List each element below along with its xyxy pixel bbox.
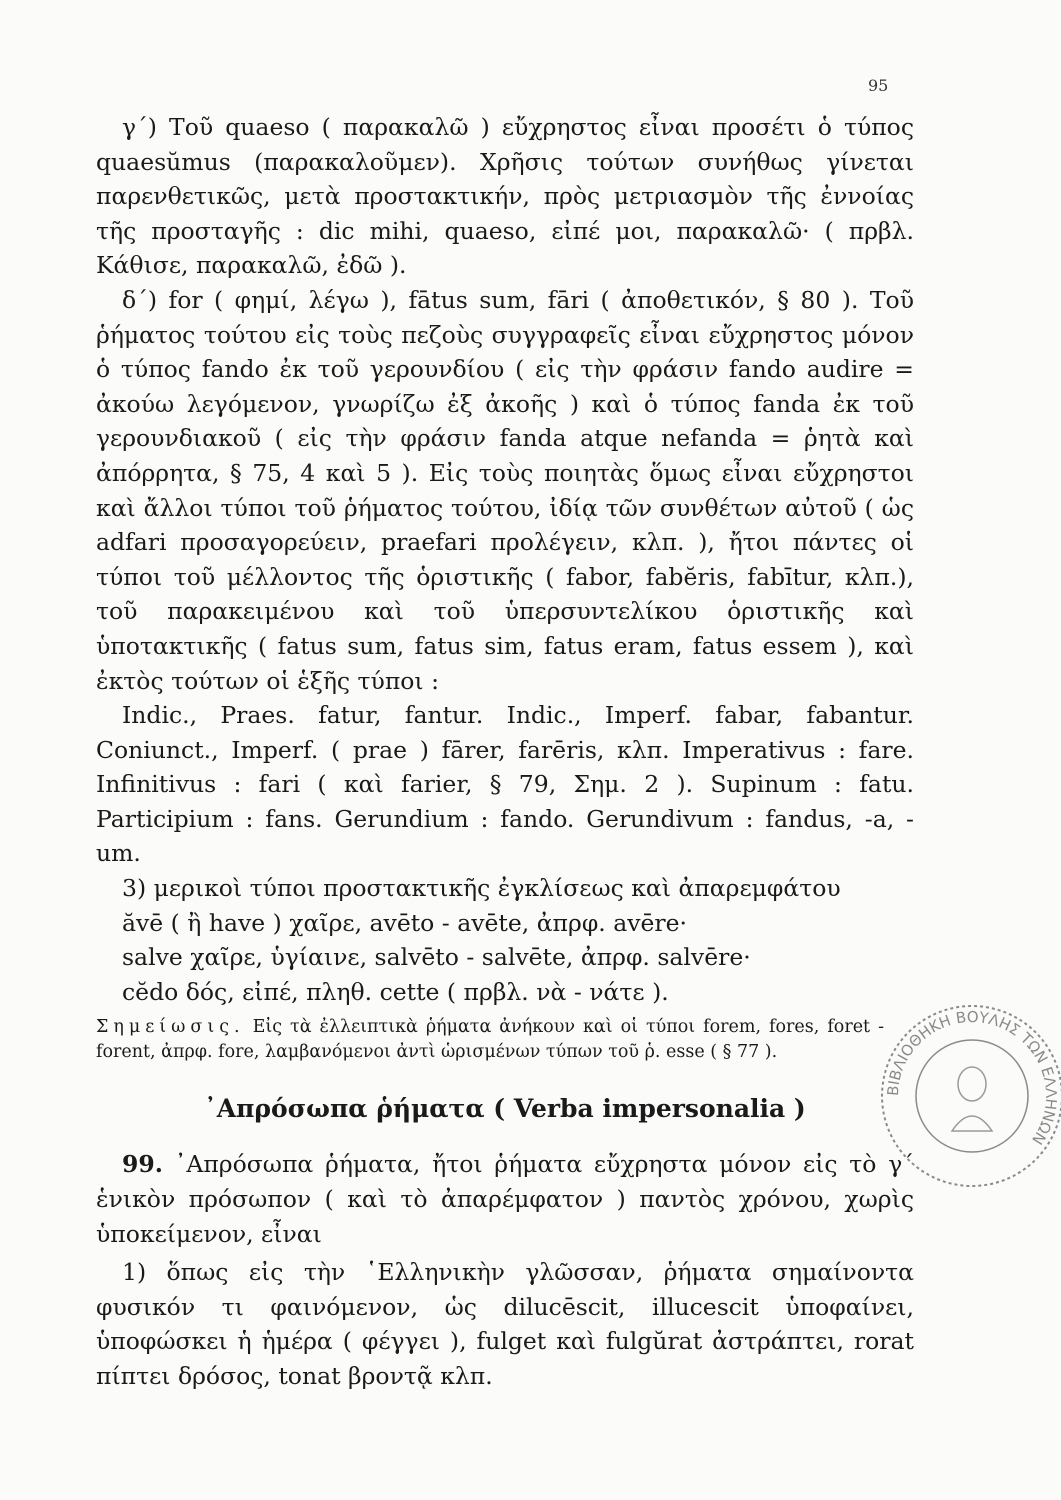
note-label: Σημείωσις. — [96, 1017, 245, 1038]
stamp-text: ΒΙΒΛΙΟΘΗΚΗ ΒΟΥΛΗΣ ΤΩΝ ΕΛΛΗΝΩΝ — [883, 1007, 1061, 1148]
list-item-ave: ăvē ( ἢ have ) χαῖρε, avēto - avēte, ἀπρφ. avēre· — [122, 908, 688, 937]
list-item-salve: salve χαῖρε, ὑγίαινε, salvēto - salvēte, ἀπρφ. salvēre· — [122, 943, 751, 972]
paragraph-forms: Indic., Praes. fatur, fantur. Indic., Imperf. fabar, fabantur. Coniunct., Imperf. ( prae ) fārer, farēris, κλπ. Imperativus : fare. Infinitivus : fari ( καὶ farier, § 79, Σημ. 2 ). Supinum : fatu. Participium : fans. Gerundium : fando. Gerundivum : fandus, -a, -um. — [96, 701, 914, 868]
library-stamp — [872, 996, 1061, 1196]
paragraph-99-text: ᾿Απρόσωπα ῥήματα, ἤτοι ῥήματα εὔχρηστα μόνον εἰς τὸ γ΄ ἑνικὸν πρόσωπον ( καὶ τὸ ἀπαρέμφατον ) παντὸς χρόνου, χωρὶς ὑποκείμενον, εἶναι — [96, 1150, 914, 1248]
section-heading: ᾿Απρόσωπα ῥήματα ( Verba impersonalia ) — [204, 1094, 806, 1124]
paragraph-number: 99. — [122, 1150, 163, 1179]
paragraph-one: 1) ὅπως εἰς τὴν ῾Ελληνικὴν γλῶσσαν, ῥήματα σημαίνοντα φυσικόν τι φαινόμενον, ὡς dilucēscit, illucescit ὑποφαίνει, ὑποφώσκει ἡ ἡμέρα ( φέγγει ), fulget καὶ fulgŭrat ἀστράπτει, rorat πίπτει δρόσος, tonat βροντᾷ κλπ. — [96, 1258, 914, 1390]
paragraph-delta: δ΄) for ( φημί, λέγω ), fātus sum, fāri ( ἀποθετικόν, § 80 ). Τοῦ ῥήματος τούτου εἰς τοὺς πεζοὺς συγγραφεῖς εἶναι εὔχρηστος μόνον ὁ τύπος fando ἐκ τοῦ γερουνδίου ( εἰς τὴν φράσιν fando audire = ἀκούω λεγόμενον, γνωρίζω ἐξ ἀκοῆς ) καὶ ὁ τύπος fanda ἐκ τοῦ γερουνδιακοῦ ( εἰς τὴν φράσιν fanda atque nefanda = ῥητὰ καὶ ἀπόρρητα, § 75, 4 καὶ 5 ). Εἰς τοὺς ποιητὰς ὅμως εἶναι εὔχρηστοι καὶ ἄλλοι τύποι τοῦ ῥήματος τούτου, ἰδίᾳ τῶν συνθέτων αὐτοῦ ( ὡς adfari προσαγορεύειν, praefari προλέγειν, κλπ. ), ἤτοι πάντες οἱ τύποι τοῦ μέλλοντος τῆς ὁριστικῆς ( fabor, fabĕris, fabītur, κλπ.), τοῦ παρακειμένου καὶ τοῦ ὑπερσυντελίκου ὁριστικῆς καὶ ὑποτακτικῆς ( fatus sum, fatus sim, fatus eram, fatus essem ), καὶ ἐκτὸς τούτων οἱ ἑξῆς τύποι : — [96, 285, 914, 695]
stamp-outer-ring — [882, 1006, 1061, 1186]
paragraph-99 — [96, 1147, 914, 1251]
page-number: 95 — [868, 76, 889, 95]
paragraph-three: 3) μερικοὶ τύποι προστακτικῆς ἐγκλίσεως καὶ ἀπαρεμφάτου — [122, 874, 841, 903]
note-text: Εἰς τὰ ἐλλειπτικὰ ῥήματα ἀνήκουν καὶ οἱ τύποι forem, fores, foret - forent, ἀπρφ. fore, λαμβανόμενοι ἀντὶ ὡρισμένων τύπων τοῦ ῥ. esse ( § 77 ). — [96, 1017, 884, 1062]
stamp-inner-ring — [916, 1040, 1028, 1152]
list-item-cedo: cĕdo δός, εἰπέ, πληθ. cette ( πρβλ. νὰ - νάτε ). — [122, 977, 669, 1006]
note — [96, 1015, 914, 1064]
text-body — [96, 110, 914, 1394]
paragraph-gamma: γ΄) Τοῦ quaeso ( παρακαλῶ ) εὔχρηστος εἶναι προσέτι ὁ τύπος quaesŭmus (παρακαλοῦμεν). Χρῆσις τούτων συνήθως γίνεται παρενθετικῶς, μετὰ προστακτικήν, πρὸς μετριασμὸν τῆς ἐννοίας τῆς προσταγῆς : dic mihi, quaeso, εἰπέ μοι, παρακαλῶ· ( πρβλ. Κάθισε, παρακαλῶ, ἐδῶ ). — [96, 113, 914, 280]
stamp-figure-icon — [952, 1067, 992, 1131]
